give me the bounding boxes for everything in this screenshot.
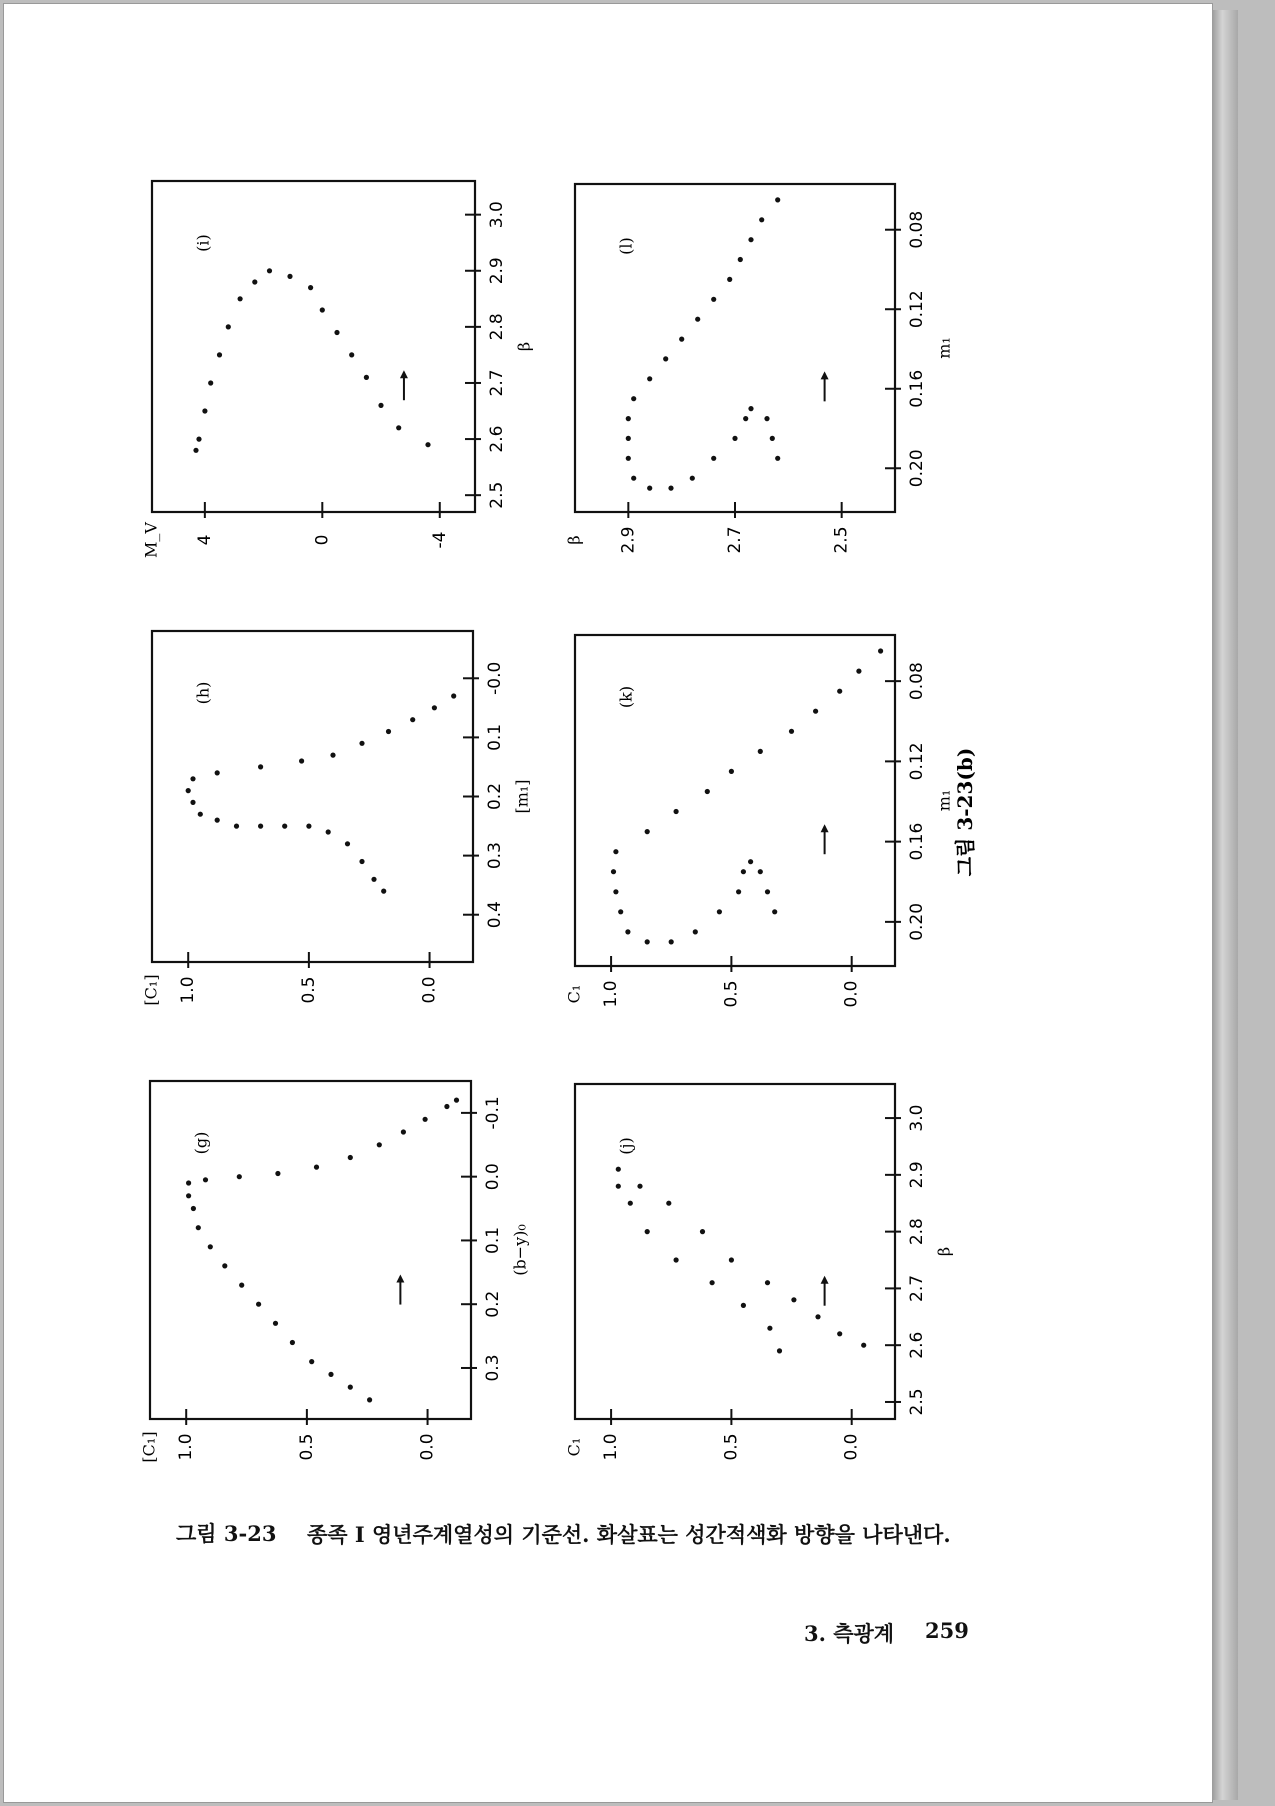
y-axis-label: M_V [141,522,161,558]
data-point [741,1303,746,1308]
panel-label: (g) [191,1131,211,1155]
data-point [700,1229,705,1234]
data-point [732,436,737,441]
data-point [215,818,220,823]
data-point [314,1165,319,1170]
y-axis-label: C₁ [564,984,584,1004]
panel-g [140,1081,530,1463]
data-point [208,1244,213,1249]
panel-k [565,635,954,1008]
x-tick-label: 0.12 [907,290,927,329]
data-point [186,788,191,793]
x-axis-label: m₁ [934,337,954,359]
x-tick-label: 3.0 [907,1104,927,1132]
data-point [451,693,456,698]
data-point [647,486,652,491]
data-point [613,849,618,854]
x-tick-label: 0.3 [483,1354,503,1382]
data-point [878,648,883,653]
data-point [454,1098,459,1103]
data-point [645,829,650,834]
data-point [328,1372,333,1377]
x-axis-label: (b−y)₀ [510,1224,530,1276]
x-tick-label: 0.16 [907,822,927,861]
caption-label: 그림 3-23 [176,1521,277,1546]
data-point [625,929,630,934]
data-point [306,824,311,829]
data-point [198,812,203,817]
x-tick-label: 0.2 [483,1290,503,1318]
data-point [282,824,287,829]
data-point [193,448,198,453]
data-point [308,285,313,290]
data-point [637,1184,642,1189]
panel-j [565,1084,954,1461]
data-point [861,1343,866,1348]
y-tick-label: 2.5 [831,526,852,554]
data-point [772,909,777,914]
figure-label: 그림 3-23(b) [953,747,977,877]
y-tick-label: 0.5 [296,1433,317,1461]
x-tick-label: 2.5 [907,1388,927,1416]
data-point [377,1142,382,1147]
y-tick-label: 0.0 [841,980,862,1008]
y-tick-label: 0.5 [721,1433,742,1461]
panel-label: (j) [616,1137,636,1155]
x-axis-label: β [514,341,534,352]
data-point [856,669,861,674]
y-axis-label: [C₁] [141,974,161,1006]
data-point [222,1263,227,1268]
data-point [770,436,775,441]
data-point [226,324,231,329]
data-point [401,1129,406,1134]
y-tick-label: 1.0 [176,1433,197,1461]
x-tick-label: 2.9 [487,257,507,285]
data-point [238,296,243,301]
x-tick-label: -0.0 [485,661,505,695]
data-point [711,456,716,461]
panel-h [142,631,532,1006]
data-point [320,307,325,312]
data-point [215,770,220,775]
data-point [425,442,430,447]
y-tick-label: 1.0 [601,1433,622,1461]
data-point [765,1280,770,1285]
data-point [348,1385,353,1390]
data-point [234,824,239,829]
data-point [748,859,753,864]
reddening-arrow-head [396,1275,404,1283]
data-point [837,689,842,694]
data-point [705,789,710,794]
data-point [444,1104,449,1109]
data-point [765,889,770,894]
data-point [628,1201,633,1206]
data-point [256,1302,261,1307]
y-axis-label: β [564,535,584,545]
data-point [674,809,679,814]
data-point [359,741,364,746]
data-point [693,929,698,934]
x-tick-label: -0.1 [483,1096,503,1130]
data-point [710,1280,715,1285]
data-point [645,939,650,944]
data-point [736,889,741,894]
data-point [378,403,383,408]
x-tick-label: 0.08 [907,662,927,701]
x-tick-label: 2.8 [907,1218,927,1246]
x-tick-label: 2.8 [487,313,507,341]
x-tick-label: 0.4 [485,901,505,929]
data-point [631,396,636,401]
running-footer-section: 3. 측광계 [804,1621,895,1646]
data-point [203,1177,208,1182]
data-point [217,352,222,357]
data-point [764,416,769,421]
data-point [326,829,331,834]
data-point [813,709,818,714]
data-point [791,1297,796,1302]
data-point [299,758,304,763]
data-point [727,277,732,282]
data-point [345,841,350,846]
data-point [711,297,716,302]
y-tick-label: 2.9 [618,526,639,554]
data-point [741,869,746,874]
x-axis-label: [m₁] [512,779,532,814]
data-point [690,476,695,481]
data-point [815,1314,820,1319]
data-point [616,1184,621,1189]
reddening-arrow-head [821,371,829,379]
data-point [611,869,616,874]
panel-label: (l) [616,237,636,255]
y-axis-label: [C₁] [139,1431,159,1463]
x-axis-label: β [934,1246,954,1257]
data-point [631,476,636,481]
y-tick-label: 0.5 [298,976,319,1004]
panel-label: (i) [193,234,213,252]
data-point [663,356,668,361]
x-tick-label: 0.0 [483,1163,503,1191]
x-tick-label: 3.0 [487,201,507,229]
data-point [364,375,369,380]
data-point [196,437,201,442]
x-tick-label: 2.5 [487,481,507,509]
reddening-arrow-head [821,1276,829,1284]
data-point [777,1348,782,1353]
data-point [190,800,195,805]
y-tick-label: 0.0 [419,976,440,1004]
y-tick-label: 4 [194,534,215,546]
data-point [626,456,631,461]
data-point [743,416,748,421]
data-point [775,456,780,461]
data-point [371,877,376,882]
y-tick-label: 0.0 [841,1433,862,1461]
panel-l [565,184,954,554]
data-point [717,909,722,914]
data-point [273,1321,278,1326]
data-point [190,776,195,781]
y-tick-label: 1.0 [601,980,622,1008]
page-edge [1212,10,1238,1800]
data-point [186,1180,191,1185]
book-page [3,3,1213,1803]
x-tick-label: 2.6 [907,1331,927,1359]
data-point [647,376,652,381]
data-point [208,380,213,385]
data-point [309,1359,314,1364]
data-point [258,824,263,829]
y-tick-label: 0 [312,534,333,546]
x-tick-label: 2.7 [487,369,507,397]
data-point [758,749,763,754]
data-point [349,352,354,357]
panel-label: (h) [193,681,213,705]
data-point [626,436,631,441]
x-tick-label: 0.3 [485,842,505,870]
data-point [729,769,734,774]
panel-i [142,181,534,558]
data-point [837,1331,842,1336]
data-point [290,1340,295,1345]
data-point [669,939,674,944]
data-point [191,1206,196,1211]
y-tick-label: 2.7 [725,526,745,554]
data-point [359,859,364,864]
data-point [202,408,207,413]
y-tick-label: 0.5 [721,980,742,1008]
data-point [613,889,618,894]
data-point [748,237,753,242]
data-point [410,717,415,722]
data-point [348,1155,353,1160]
data-point [287,274,292,279]
x-axis-label: m₁ [934,789,954,812]
x-tick-label: 0.12 [907,742,927,781]
data-point [789,729,794,734]
caption-text: 종족 I 영년주계열성의 기준선. 화살표는 성간적색화 방향을 나타낸다. [307,1522,951,1547]
data-point [423,1117,428,1122]
x-tick-label: 0.08 [907,210,927,249]
data-point [267,268,272,273]
data-point [381,889,386,894]
data-point [738,257,743,262]
reddening-arrow-head [821,824,829,832]
data-point [666,1201,671,1206]
y-tick-label: 0.0 [417,1433,438,1461]
data-point [386,729,391,734]
data-point [334,330,339,335]
data-point [748,406,753,411]
data-point [729,1257,734,1262]
data-point [679,337,684,342]
data-point [668,486,673,491]
data-point [186,1193,191,1198]
data-point [396,425,401,430]
page-number: 259 [925,1618,969,1643]
data-point [330,753,335,758]
x-tick-label: 0.16 [907,369,927,408]
data-point [759,217,764,222]
data-point [674,1257,679,1262]
x-tick-label: 0.2 [485,782,505,811]
data-point [645,1229,650,1234]
x-tick-label: 2.9 [907,1161,927,1189]
x-tick-label: 0.20 [907,902,927,941]
data-point [626,416,631,421]
x-tick-label: 2.7 [907,1274,927,1302]
y-tick-label: -4 [429,531,450,549]
panel-label: (k) [616,685,636,709]
data-point [775,197,780,202]
data-point [367,1397,372,1402]
data-point [758,869,763,874]
data-point [239,1283,244,1288]
x-tick-label: 0.20 [907,449,927,488]
data-point [237,1174,242,1179]
x-tick-label: 0.1 [485,723,505,751]
data-point [767,1326,772,1331]
reddening-arrow-head [400,370,408,378]
data-point [695,317,700,322]
data-point [618,909,623,914]
data-point [275,1171,280,1176]
data-point [252,279,257,284]
data-point [432,705,437,710]
x-tick-label: 2.6 [487,425,507,453]
data-point [616,1167,621,1172]
data-point [196,1225,201,1230]
data-point [258,764,263,769]
y-axis-label: C₁ [564,1437,584,1457]
x-tick-label: 0.1 [483,1226,503,1254]
y-tick-label: 1.0 [178,976,199,1004]
